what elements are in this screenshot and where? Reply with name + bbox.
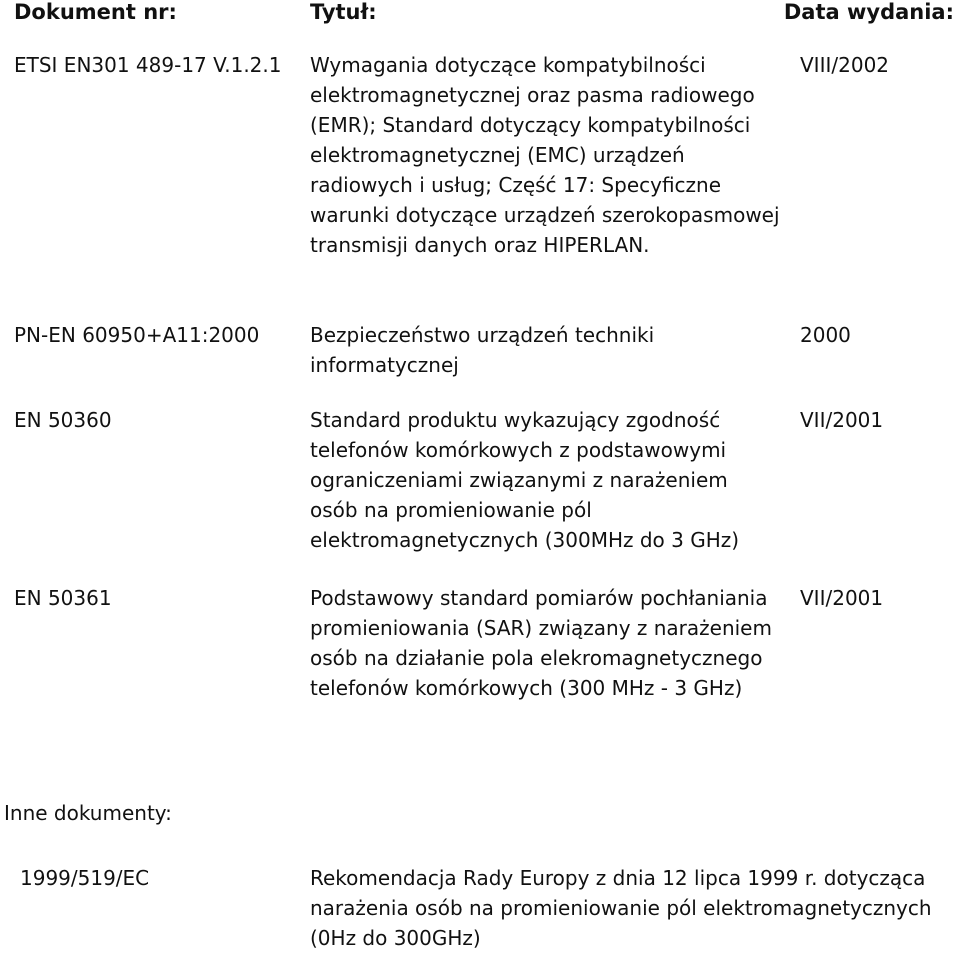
standard-number: ETSI EN301 489-17 V.1.2.1: [14, 53, 282, 77]
column-header-title: Tytuł:: [310, 0, 377, 24]
standard-date: VIII/2002: [800, 53, 890, 77]
table-header: [0, 0, 960, 30]
column-header-document-no: Dokument nr:: [14, 0, 177, 24]
standard-date: VII/2001: [800, 586, 884, 610]
other-documents-heading: Inne dokumenty:: [4, 801, 172, 825]
standard-title: Standard produktu wykazujący zgodność telefonów komórkowych z podstawowymi ograniczeniami związanymi z narażeniem osób na promieniowanie pól elektromagnetycznych (300MHz do 3 GHz): [310, 408, 740, 552]
standard-number: EN 50361: [14, 586, 112, 610]
standard-date: VII/2001: [800, 408, 884, 432]
other-document-number: 1999/519/EC: [20, 866, 150, 890]
other-document-title: Rekomendacja Rady Europy z dnia 12 lipca 1999 r. dotycząca narażenia osób na promieniowanie pól elektromagnetycznych (0Hz do 300GHz): [310, 866, 932, 950]
standard-number: PN-EN 60950+A11:2000: [14, 323, 260, 347]
standard-date: 2000: [800, 323, 851, 347]
standard-number: EN 50360: [14, 408, 112, 432]
standard-title: Wymagania dotyczące kompatybilności elektromagnetycznej oraz pasma radiowego (EMR); Standard dotyczący kompatybilności elektromagnetycznej (EMC) urządzeń radiowych i usług; Część 17: Specyficzne warunki dotyczące urządzeń szerokopasmowej transmisji danych oraz HIPERLAN.: [310, 53, 780, 257]
standard-title: Podstawowy standard pomiarów pochłaniania promieniowania (SAR) związany z narażeniem osób na działanie pola elekromagnetycznego telefonów komórkowych (300 MHz - 3 GHz): [310, 586, 772, 700]
column-header-issue-date: Data wydania:: [783, 0, 954, 24]
standard-title: Bezpieczeństwo urządzeń techniki informatycznej: [310, 323, 655, 377]
